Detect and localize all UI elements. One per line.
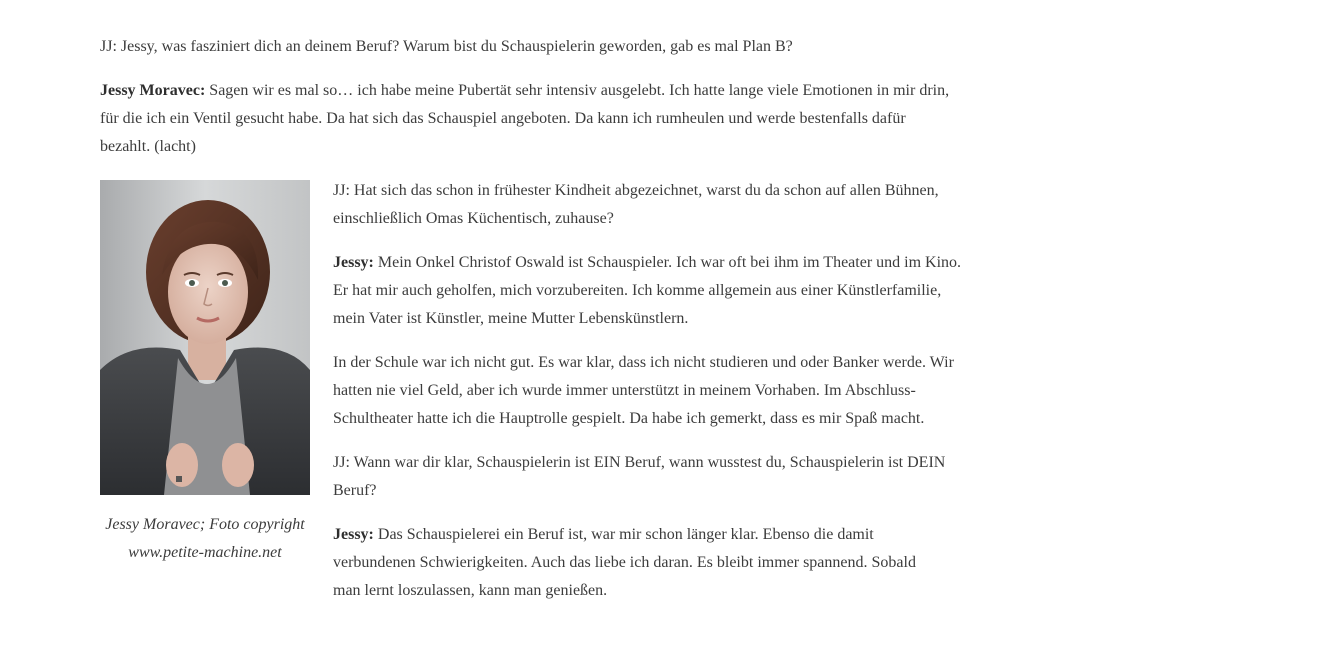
question-paragraph (333, 449, 970, 505)
speaker-name: Jessy Moravec: (100, 82, 206, 99)
answer-text: Sagen wir es mal so… ich habe meine Pubertät sehr intensiv ausgelebt. Ich hatte lange viele Emotionen in mir drin, für die ich ein Ventil gesucht habe. Da hat sich das Schauspiel angeboten. Da kann ich rumheulen und werde bestenfalls dafür bezahlt. (lacht) (100, 82, 950, 155)
question-text: JJ: Wann war dir klar, Schauspielerin ist EIN Beruf, wann wusstest du, Schauspielerin ist DEIN Beruf? (333, 454, 946, 499)
question-paragraph (100, 33, 970, 61)
photo-caption: Jessy Moravec; Foto copyright www.petite-machine.net (105, 516, 305, 561)
question-paragraph (333, 177, 948, 233)
portrait-image (100, 180, 310, 495)
question-text: JJ: Jessy, was fasziniert dich an deinem Beruf? Warum bist du Schauspielerin geworden, gab es mal Plan B? (100, 38, 793, 55)
portrait-photo[interactable] (100, 180, 310, 495)
answer-paragraph (333, 521, 943, 605)
answer-paragraph (333, 249, 963, 333)
portrait-figure (100, 180, 310, 567)
answer-paragraph (333, 349, 970, 433)
answer-text: Mein Onkel Christof Oswald ist Schauspieler. Ich war oft bei ihm im Theater und im Kino. Er hat mir auch geholfen, mich vorzubereiten. Ich komme allgemein aus einer Künstlerfamilie, mein Vater ist Künstler, meine Mutter Lebenskünstlern. (333, 254, 962, 327)
answer-text: Das Schauspielerei ein Beruf ist, war mir schon länger klar. Ebenso die damit verbundenen Schwierigkeiten. Auch das liebe ich daran. Es bleibt immer spannend. Sobald man lernt loszulassen, kann man genießen. (333, 526, 916, 599)
speaker-name: Jessy: (333, 526, 374, 543)
question-text: JJ: Hat sich das schon in frühester Kindheit abgezeichnet, warst du da schon auf allen Bühnen, einschließlich Omas Küchentisch, zuhause? (333, 182, 939, 227)
interview-article (100, 33, 970, 621)
answer-text: In der Schule war ich nicht gut. Es war klar, dass ich nicht studieren und oder Banker werde. Wir hatten nie viel Geld, aber ich wurde immer unterstützt in meinem Vorhaben. Im Abschluss-Schultheater hatte ich die Hauptrolle gespielt. Da habe ich gemerkt, dass es mir Spaß macht. (333, 354, 954, 427)
speaker-name: Jessy: (333, 254, 374, 271)
answer-paragraph (100, 77, 958, 161)
